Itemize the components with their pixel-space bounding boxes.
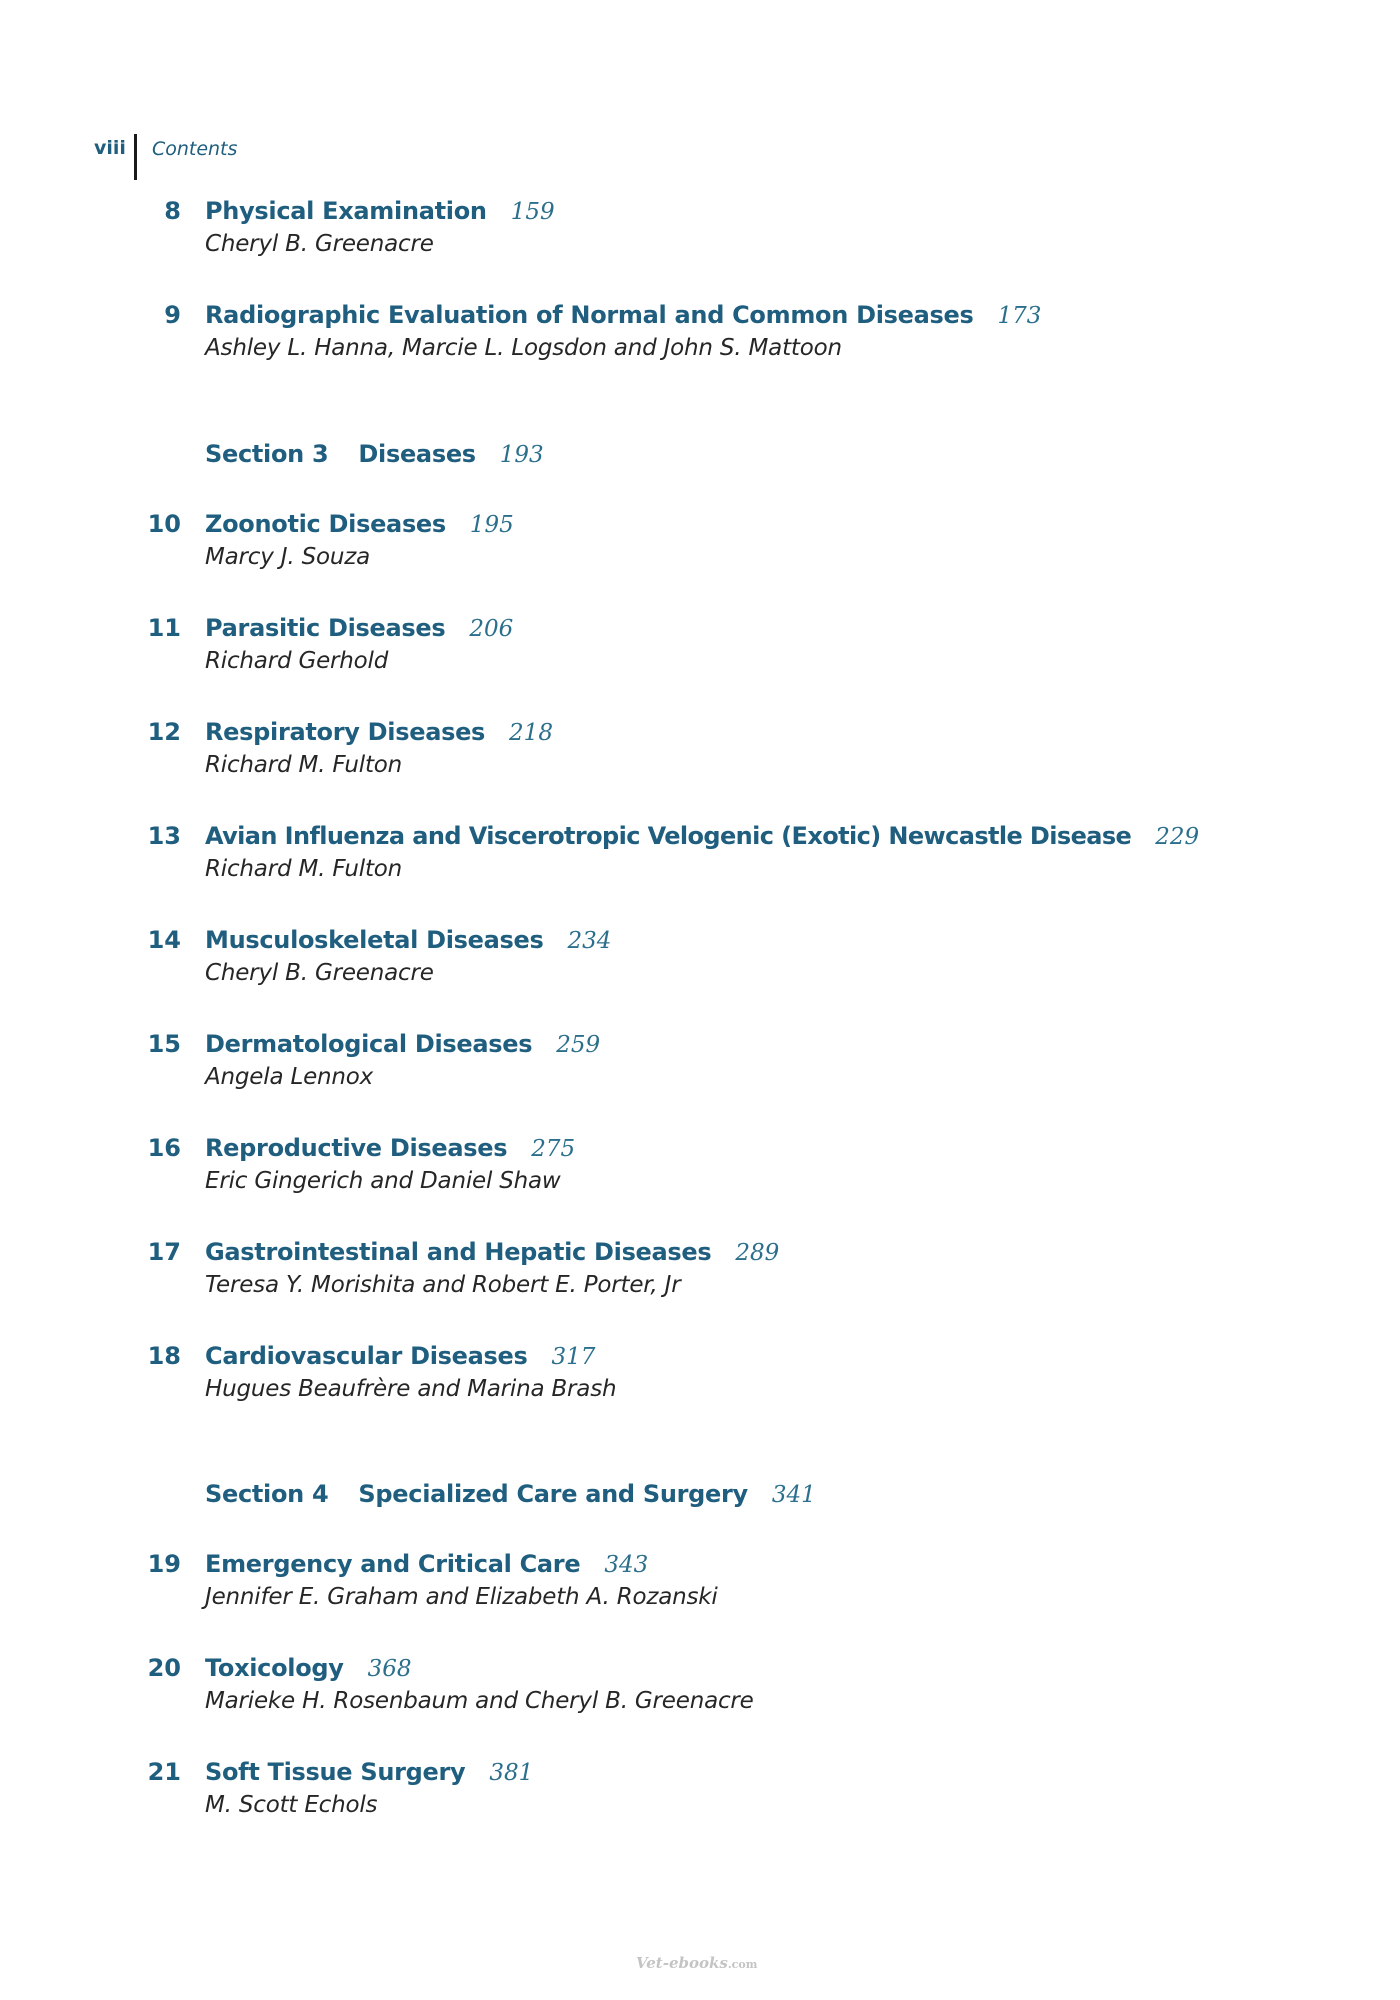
chapter-title: Soft Tissue Surgery [205, 1758, 466, 1786]
chapter-title-line [205, 824, 1199, 849]
chapter-authors: Cheryl B. Greenacre [205, 960, 434, 986]
chapter-page-number: 368 [367, 1656, 412, 1682]
chapter-title: Toxicology [205, 1654, 344, 1682]
watermark-text: Vet-ebooks [636, 1954, 728, 1972]
chapter-page-number: 218 [509, 720, 553, 746]
chapter-page-number: 195 [469, 512, 514, 538]
chapter-title-line [205, 928, 611, 953]
chapter-title: Zoonotic Diseases [205, 510, 446, 538]
running-title: Contents [151, 138, 238, 160]
chapter-authors: Cheryl B. Greenacre [205, 231, 434, 257]
chapter-page-number: 159 [510, 199, 555, 225]
chapter-authors: Richard M. Fulton [205, 752, 403, 778]
chapter-title: Dermatological Diseases [205, 1030, 533, 1058]
chapter-authors: M. Scott Echols [205, 1792, 378, 1818]
chapter-authors: Ashley L. Hanna, Marcie L. Logsdon and John S. Mattoon [205, 335, 842, 361]
chapter-title-line [205, 1760, 533, 1785]
chapter-title-line [205, 616, 513, 641]
chapter-title: Parasitic Diseases [205, 614, 446, 642]
chapter-number: 14 [147, 926, 181, 954]
chapter-page-number: 259 [556, 1032, 601, 1058]
section-title: Diseases [358, 440, 476, 468]
chapter-title-line [205, 512, 514, 537]
chapter-title: Musculoskeletal Diseases [205, 926, 544, 954]
chapter-authors: Teresa Y. Morishita and Robert E. Porter, Jr [205, 1272, 681, 1298]
chapter-authors: Hugues Beaufrère and Marina Brash [205, 1376, 617, 1402]
watermark-logo [636, 1954, 757, 1972]
toc-section-heading[interactable] [205, 1482, 816, 1507]
watermark-suffix: .com [727, 1958, 758, 1971]
chapter-title-line [205, 1344, 595, 1369]
chapter-page-number: 381 [489, 1760, 534, 1786]
chapter-title: Emergency and Critical Care [205, 1550, 581, 1578]
chapter-number: 12 [147, 718, 181, 746]
chapter-authors: Angela Lennox [205, 1064, 374, 1090]
chapter-number: 15 [147, 1030, 181, 1058]
running-head [94, 134, 237, 180]
chapter-title-line [205, 1032, 600, 1057]
chapter-title: Radiographic Evaluation of Normal and Common Diseases [205, 301, 974, 329]
chapter-number: 16 [147, 1134, 181, 1162]
chapter-title: Avian Influenza and Viscerotropic Velogenic (Exotic) Newcastle Disease [205, 822, 1132, 850]
chapter-number: 13 [147, 822, 181, 850]
chapter-authors: Marcy J. Souza [205, 544, 370, 570]
chapter-title-line [205, 303, 1041, 328]
chapter-number: 18 [147, 1342, 181, 1370]
chapter-page-number: 229 [1155, 824, 1200, 850]
chapter-title-line [205, 1136, 575, 1161]
chapter-number: 11 [147, 614, 181, 642]
chapter-title-line [205, 1552, 648, 1577]
chapter-page-number: 343 [604, 1552, 649, 1578]
page-number: viii [94, 137, 126, 159]
chapter-page-number: 234 [567, 928, 612, 954]
chapter-number: 19 [147, 1550, 181, 1578]
section-page-number: 341 [771, 1482, 816, 1508]
chapter-page-number: 206 [469, 616, 514, 642]
chapter-number: 9 [164, 301, 181, 329]
chapter-number: 8 [164, 197, 181, 225]
chapter-authors: Richard Gerhold [205, 648, 389, 674]
chapter-title: Gastrointestinal and Hepatic Diseases [205, 1238, 712, 1266]
section-title: Specialized Care and Surgery [358, 1480, 748, 1508]
chapter-page-number: 173 [997, 303, 1042, 329]
chapter-title: Reproductive Diseases [205, 1134, 508, 1162]
chapter-page-number: 289 [735, 1240, 780, 1266]
chapter-authors: Eric Gingerich and Daniel Shaw [205, 1168, 561, 1194]
toc-section-heading[interactable] [205, 442, 544, 467]
chapter-number: 21 [147, 1758, 181, 1786]
chapter-number: 10 [147, 510, 181, 538]
chapter-title-line [205, 720, 553, 745]
chapter-title-line [205, 1656, 412, 1681]
chapter-title-line [205, 1240, 779, 1265]
chapter-title-line [205, 199, 555, 224]
chapter-number: 17 [147, 1238, 181, 1266]
chapter-authors: Marieke H. Rosenbaum and Cheryl B. Greenacre [205, 1688, 754, 1714]
chapter-title: Respiratory Diseases [205, 718, 486, 746]
chapter-page-number: 317 [551, 1344, 596, 1370]
chapter-authors: Richard M. Fulton [205, 856, 403, 882]
section-label: Section 4 [205, 1480, 329, 1508]
chapter-title: Physical Examination [205, 197, 487, 225]
section-page-number: 193 [499, 442, 544, 468]
chapter-authors: Jennifer E. Graham and Elizabeth A. Rozanski [205, 1584, 718, 1610]
chapter-title: Cardiovascular Diseases [205, 1342, 528, 1370]
chapter-number: 20 [147, 1654, 181, 1682]
chapter-page-number: 275 [531, 1136, 576, 1162]
section-label: Section 3 [205, 440, 329, 468]
